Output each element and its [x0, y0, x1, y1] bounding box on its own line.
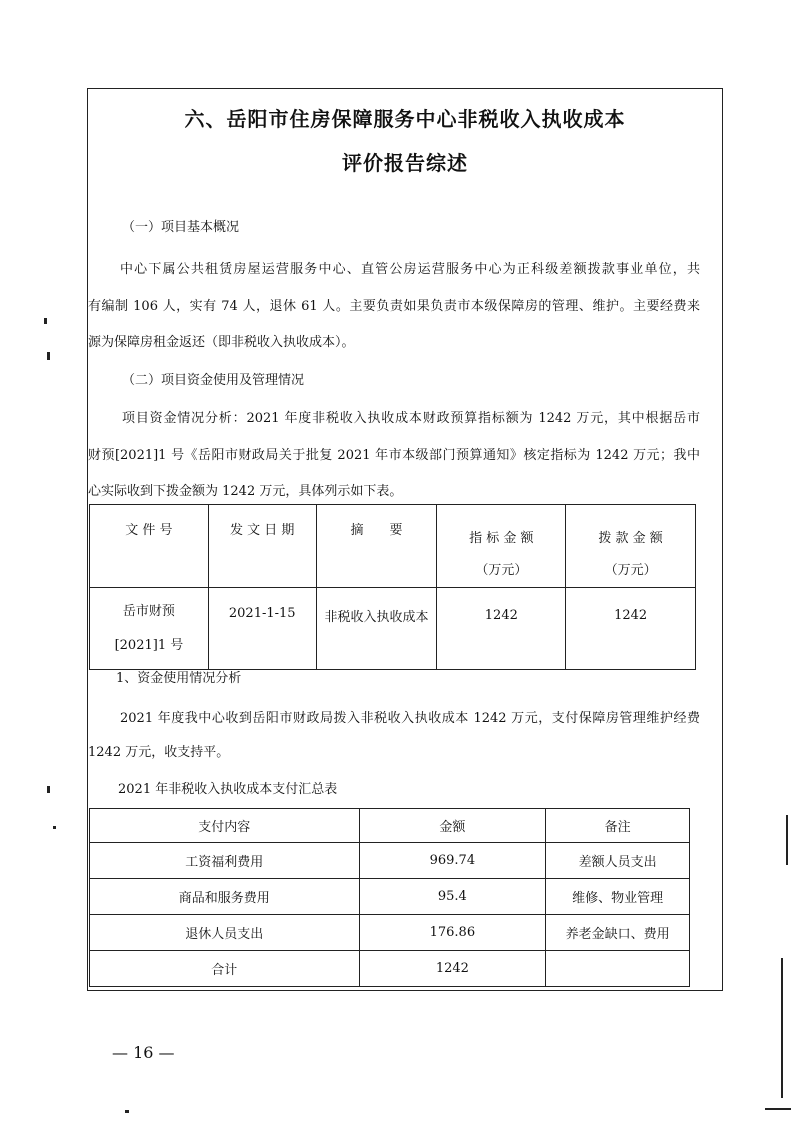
scan-edge-line — [786, 815, 788, 865]
scan-edge-line — [765, 1108, 791, 1110]
sub1-para-line1: 2021 年度我中心收到岳阳市财政局拨入非税收入执收成本 1242 万元，支付保障房管理维护经费 — [120, 711, 700, 726]
scan-speck — [47, 786, 50, 793]
row-content: 商品和服务费用 — [90, 879, 360, 915]
cell-doc-no-line1: 岳市财预 — [122, 603, 175, 619]
total-note — [546, 951, 690, 987]
scan-edge-line — [781, 958, 783, 1098]
header-indicator-label: 指 标 金 额 — [469, 531, 534, 546]
section2-para-line2: 财预[2021]1 号《岳阳市财政局关于批复 2021 年市本级部门预算通知》核定指标为 1242 万元；我中 — [88, 448, 700, 463]
allocation-table — [89, 504, 696, 670]
total-content: 合计 — [90, 951, 360, 987]
cell-doc-no — [90, 588, 209, 670]
header-doc-no: 文 件 号 — [90, 505, 209, 588]
header-content: 支付内容 — [90, 809, 360, 843]
header-allocation — [566, 505, 696, 588]
row-content: 退休人员支出 — [90, 915, 360, 951]
section1-para-line2: 有编制 106 人，实有 74 人，退休 61 人。主要负责如果负责市本级保障房的管理、维护。主要经费来 — [88, 299, 700, 314]
section2-para-line1: 项目资金情况分析：2021 年度非税收入执收成本财政预算指标额为 1242 万元，其中根据岳市 — [122, 411, 700, 426]
scan-speck — [47, 352, 50, 360]
header-date: 发 文 日 期 — [208, 505, 316, 588]
scan-speck — [125, 1110, 129, 1113]
cell-date: 2021-1-15 — [208, 588, 316, 670]
cell-indicator: 1242 — [437, 588, 566, 670]
table2-caption: 2021 年非税收入执收成本支付汇总表 — [118, 782, 338, 797]
header-indicator — [437, 505, 566, 588]
row-note: 维修、物业管理 — [546, 879, 690, 915]
row-note: 养老金缺口、费用 — [546, 915, 690, 951]
report-title-line1: 六、岳阳市住房保障服务中心非税收入执收成本 — [184, 107, 626, 131]
section2-para-line3: 心实际收到下拨金额为 1242 万元，具体列示如下表。 — [88, 484, 403, 499]
sub1-para-line2: 1242 万元，收支持平。 — [88, 745, 230, 760]
cell-doc-no-line2: [2021]1 号 — [114, 637, 184, 653]
section2-heading: （二）项目资金使用及管理情况 — [122, 373, 305, 388]
row-note: 差额人员支出 — [546, 843, 690, 879]
section1-heading: （一）项目基本概况 — [122, 220, 240, 235]
row-amount: 969.74 — [359, 843, 546, 879]
row-content: 工资福利费用 — [90, 843, 360, 879]
header-amount: 金额 — [359, 809, 546, 843]
scan-speck — [44, 318, 47, 324]
section1-para-line3: 源为保障房租金返还（即非税收入执收成本）。 — [88, 335, 355, 350]
header-summary: 摘 要 — [316, 505, 437, 588]
scan-speck — [53, 826, 56, 829]
total-amount: 1242 — [359, 951, 546, 987]
sub1-heading: 1、资金使用情况分析 — [116, 671, 242, 686]
report-title-line2: 评价报告综述 — [342, 151, 468, 175]
header-note: 备注 — [546, 809, 690, 843]
header-allocation-label: 拨 款 金 额 — [598, 531, 663, 546]
cell-summary: 非税收入执收成本 — [316, 588, 437, 670]
section1-para-line1: 中心下属公共租赁房屋运营服务中心、直管公房运营服务中心为正科级差额拨款事业单位，共 — [120, 262, 700, 277]
header-indicator-unit: （万元） — [475, 563, 528, 578]
expense-summary-table — [89, 808, 690, 987]
cell-allocation: 1242 — [566, 588, 696, 670]
row-amount: 95.4 — [359, 879, 546, 915]
header-allocation-unit: （万元） — [604, 563, 657, 578]
row-amount: 176.86 — [359, 915, 546, 951]
page-number: — 16 — — [112, 1043, 175, 1062]
